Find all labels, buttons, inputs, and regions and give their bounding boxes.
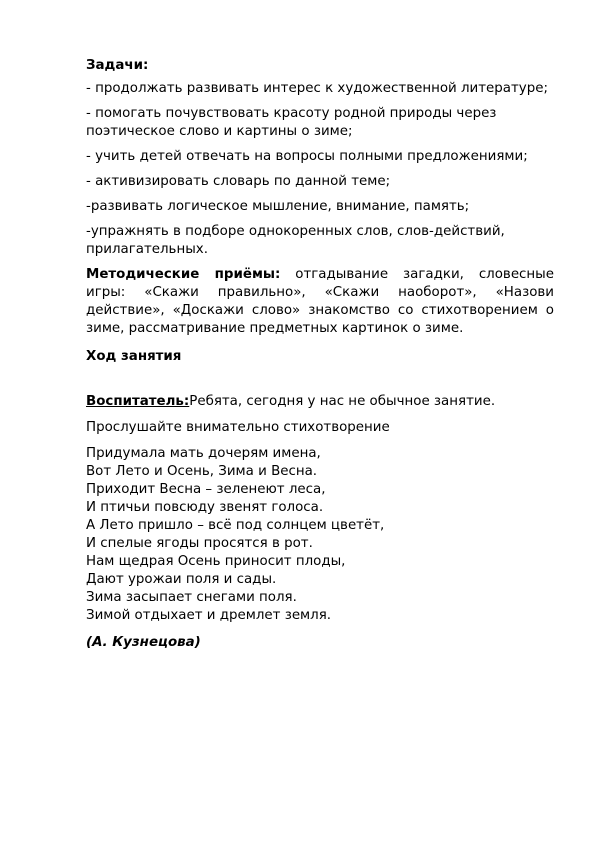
poem-line: И птичьи повсюду звенят голоса. — [86, 500, 324, 515]
methods-text: отгадывание загадки, словесные игры: «Скажи правильно», «Скажи наоборот», «Назови действие», «Доскажи слово» знакомство со стихотворением о зиме, рассматривание предметных картинок о зиме. — [86, 267, 554, 336]
teacher-text: Ребята, сегодня у нас не обычное занятие. — [189, 394, 496, 409]
poem-line: Вот Лето и Осень, Зима и Весна. — [86, 464, 318, 479]
teacher-paragraph — [86, 393, 554, 411]
poem-author: (А. Кузнецова) — [86, 635, 201, 650]
poem-line: Дают урожаи поля и сады. — [86, 572, 277, 587]
document-page — [86, 57, 554, 652]
poem-line: Зима засыпает снегами поля. — [86, 590, 297, 605]
poem — [86, 445, 554, 625]
methods-paragraph — [86, 266, 554, 338]
poem-line: Зимой отдыхает и дремлет земля. — [86, 608, 332, 623]
task-item: - помогать почувствовать красоту родной природы через поэтическое слово и картины о зиме; — [86, 106, 497, 139]
intro-line: Прослушайте внимательно стихотворение — [86, 420, 390, 435]
poem-line: Нам щедрая Осень приносит плоды, — [86, 554, 346, 569]
methods-label: Методические приёмы: — [86, 267, 281, 282]
poem-line: И спелые ягоды просятся в рот. — [86, 536, 313, 551]
task-item: -развивать логическое мышление, внимание, память; — [86, 199, 470, 214]
poem-line: Придумала мать дочерям имена, — [86, 446, 321, 461]
task-item: -упражнять в подборе однокоренных слов, слов-действий, прилагательных. — [86, 224, 505, 257]
poem-line: А Лето пришло – всё под солнцем цветёт, — [86, 518, 385, 533]
task-item: - продолжать развивать интерес к художественной литературе; — [86, 81, 548, 96]
task-item: - учить детей отвечать на вопросы полными предложениями; — [86, 149, 528, 164]
poem-line: Приходит Весна – зеленеют леса, — [86, 482, 326, 497]
task-item: - активизировать словарь по данной теме; — [86, 174, 391, 189]
teacher-label: Воспитатель: — [86, 394, 190, 409]
lesson-heading: Ход занятия — [86, 349, 182, 364]
tasks-heading: Задачи: — [86, 58, 149, 73]
